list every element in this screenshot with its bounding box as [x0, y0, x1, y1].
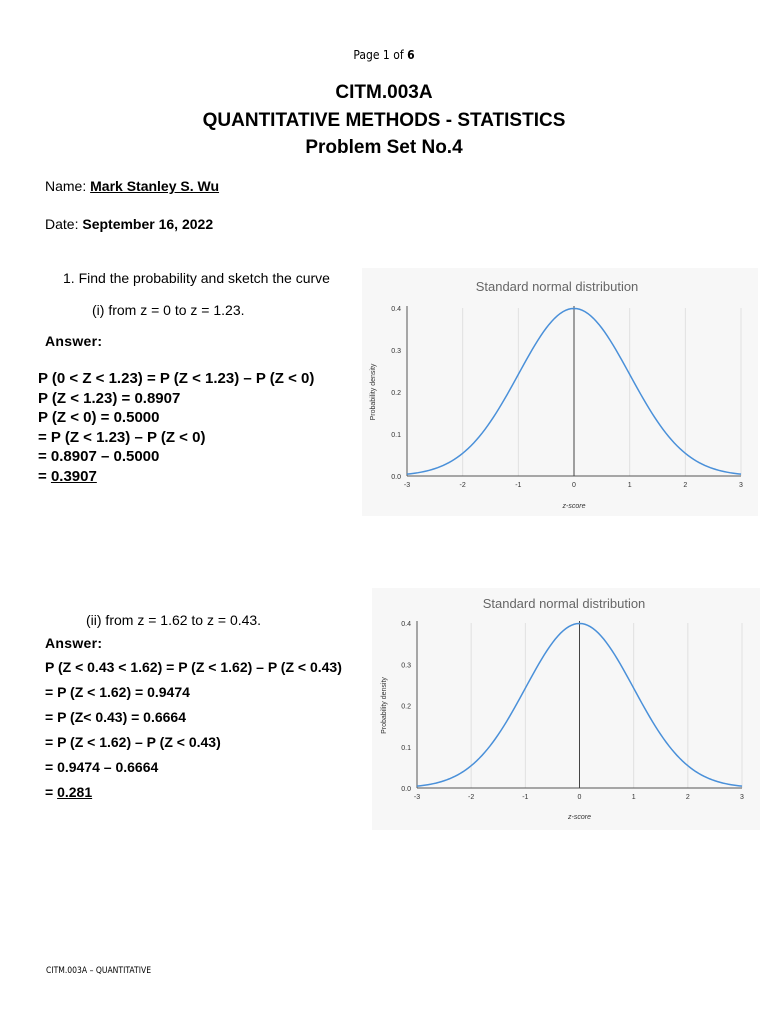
y-tick-label: 0.1	[401, 744, 411, 752]
chart-title: Standard normal distribution	[482, 596, 646, 611]
normal-chart-2	[372, 588, 760, 830]
x-tick-label: -3	[403, 482, 411, 489]
calc-line: P (0 < Z < 1.23) = P (Z < 1.23) – P (Z < 0)	[38, 370, 315, 387]
y-axis-label: Probability density	[370, 363, 377, 421]
problem-set-title: Problem Set No.4	[305, 137, 463, 158]
x-tick-label: 3	[739, 482, 743, 489]
date-line	[45, 216, 213, 232]
y-tick-label: 0.1	[391, 432, 401, 439]
x-tick-label: 3	[740, 794, 744, 801]
problem-prompt: 1. Find the probability and sketch the curve	[63, 270, 330, 286]
part2-subquestion: (ii) from z = 1.62 to z = 0.43.	[86, 612, 262, 628]
x-tick-label: 2	[683, 482, 688, 489]
final-prefix: =	[45, 784, 58, 800]
calc-line: P (Z < 0.43 < 1.62) = P (Z < 1.62) – P (Z < 0.43)	[45, 659, 342, 675]
final-answer: 0.3907	[50, 467, 97, 485]
course-code: CITM.003A	[335, 82, 433, 103]
calc-line: = 0.9474 – 0.6664	[45, 759, 159, 775]
part1-calculation	[38, 369, 314, 486]
x-tick-label: 0	[577, 794, 582, 801]
calc-line: = P (Z < 1.23) – P (Z < 0)	[38, 428, 206, 446]
x-axis-label: z-score	[562, 503, 586, 510]
final-answer: 0.281	[57, 784, 93, 800]
final-answer-line	[45, 780, 342, 805]
chart-title: Standard normal distribution	[475, 279, 639, 294]
part1-subquestion: (i) from z = 0 to z = 1.23.	[92, 302, 245, 318]
footer-text: CITM.003A – QUANTITATIVE	[46, 966, 152, 976]
y-tick-label: 0.3	[391, 348, 401, 355]
x-tick-label: 1	[631, 794, 636, 801]
y-axis-label: Probability density	[381, 677, 388, 734]
name-value: Mark Stanley S. Wu	[90, 178, 220, 194]
page-number	[0, 48, 768, 62]
x-tick-label: -2	[459, 482, 466, 489]
calc-line: = P (Z < 1.62) = 0.9474	[45, 684, 190, 700]
y-tick-label: 0.2	[401, 703, 411, 711]
normal-chart-svg	[372, 588, 760, 830]
y-tick-label: 0.2	[391, 390, 401, 397]
calc-line: = P (Z< 0.43) = 0.6664	[45, 709, 187, 725]
calc-line: P (Z < 1.23) = 0.8907	[38, 389, 181, 407]
x-tick-label: 1	[627, 482, 632, 489]
page-number-prefix: Page 1 of	[353, 48, 408, 62]
calc-line: P (Z < 0) = 0.5000	[38, 409, 160, 426]
name-label: Name:	[45, 178, 91, 194]
x-tick-label: -3	[413, 794, 421, 801]
x-tick-label: 0	[572, 482, 576, 489]
normal-chart-1	[362, 268, 758, 516]
final-answer-line	[38, 467, 314, 487]
page-total: 6	[407, 48, 415, 62]
calc-line: = 0.8907 – 0.5000	[38, 448, 160, 465]
x-tick-label: -1	[522, 794, 529, 801]
calc-line: = P (Z < 1.62) – P (Z < 0.43)	[45, 734, 221, 750]
part1-answer-label: Answer:	[45, 333, 103, 349]
y-tick-label: 0.3	[401, 662, 411, 670]
x-tick-label: -2	[468, 794, 475, 801]
normal-chart-svg	[362, 268, 758, 516]
x-axis-label: z-score	[568, 814, 591, 821]
x-tick-label: 2	[685, 794, 690, 801]
date-value: September 16, 2022	[82, 216, 214, 232]
subject-title: QUANTITATIVE METHODS - STATISTICS	[202, 110, 566, 131]
y-tick-label: 0.4	[391, 306, 401, 313]
part2-calculation	[45, 655, 342, 805]
part2-answer-label: Answer:	[45, 635, 103, 651]
final-prefix: =	[38, 467, 51, 485]
x-tick-label: -1	[515, 482, 522, 489]
date-label: Date:	[45, 216, 83, 232]
name-line	[45, 178, 219, 194]
y-tick-label: 0.0	[401, 786, 411, 793]
y-tick-label: 0.0	[391, 474, 401, 481]
y-tick-label: 0.4	[401, 621, 411, 628]
